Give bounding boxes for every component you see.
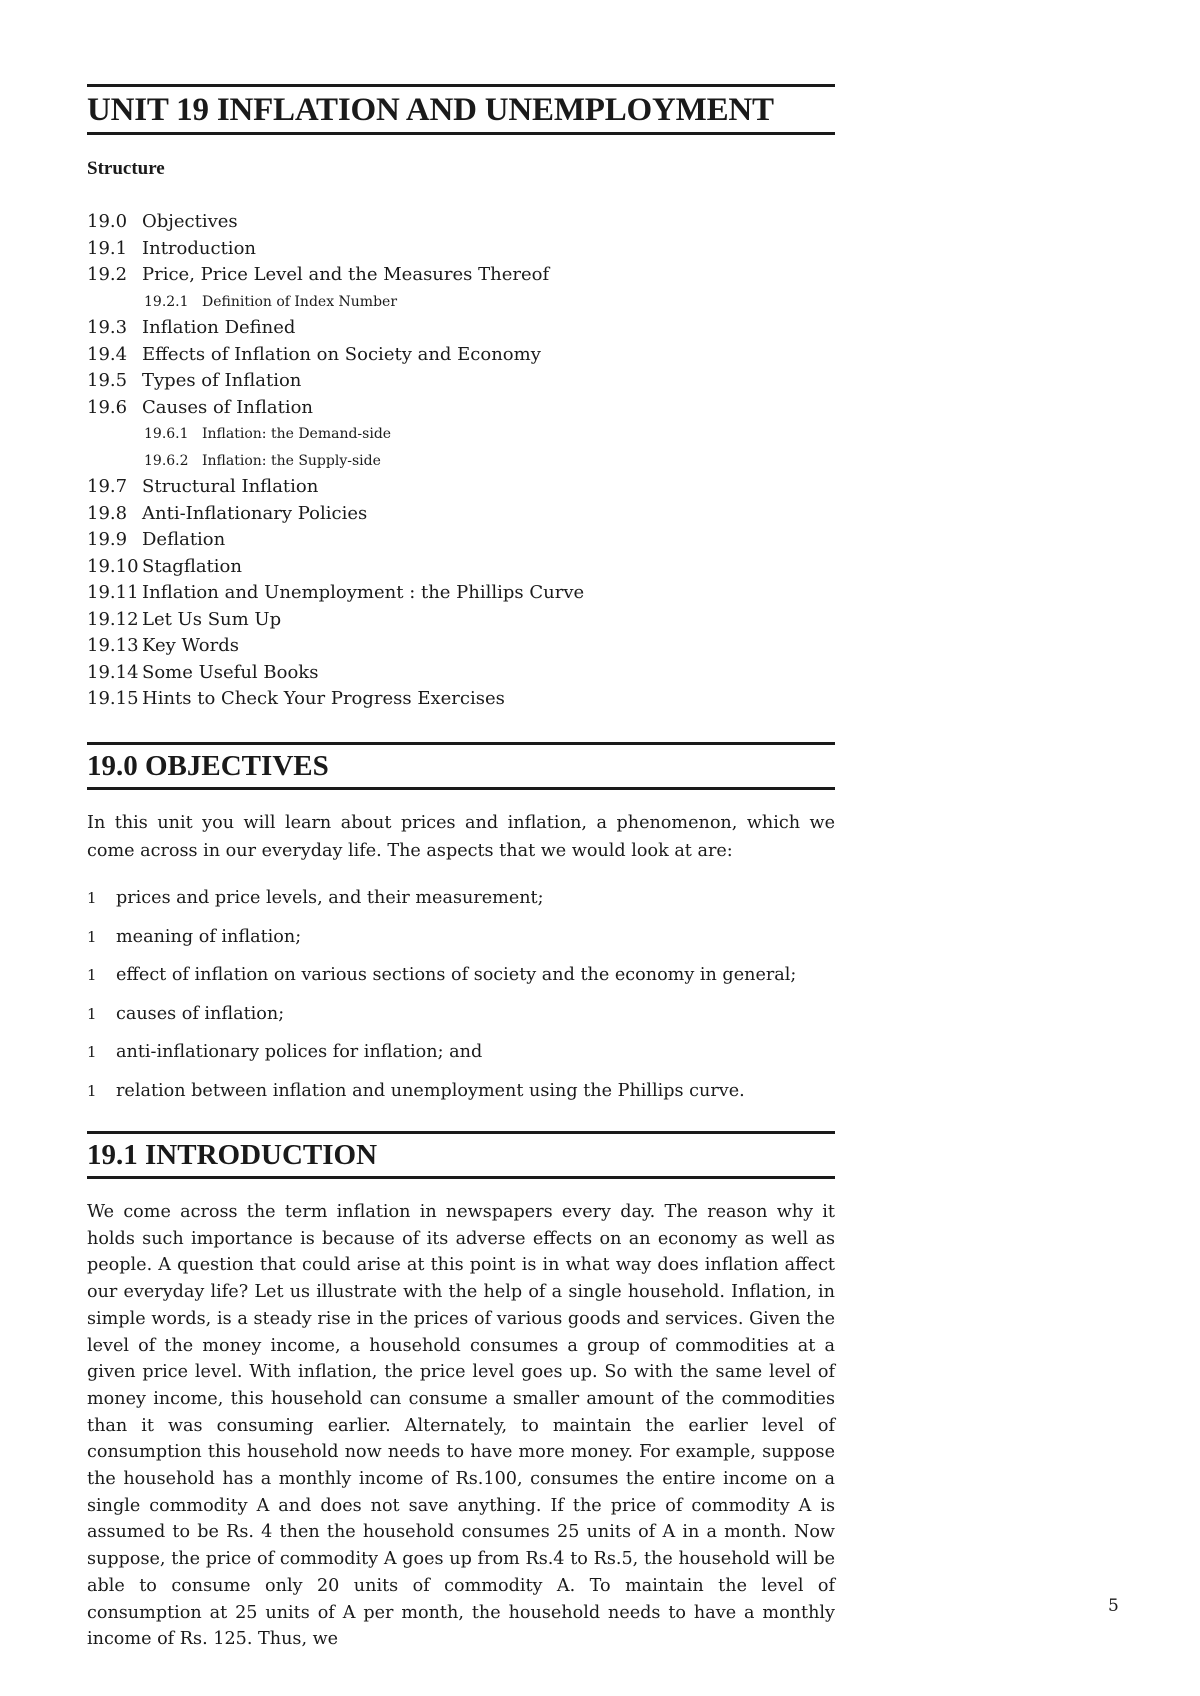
objective-bullet-item [87, 885, 796, 924]
structure-item-label: Hints to Check Your Progress Exercises [142, 688, 505, 709]
structure-item-label: Let Us Sum Up [142, 608, 282, 630]
structure-item-number: 19.6.1 [144, 426, 189, 442]
structure-item [87, 315, 584, 342]
objective-bullet-item [87, 1039, 796, 1078]
bullet-marker: 1 [87, 927, 97, 946]
structure-item-number: 19.13 [87, 635, 139, 656]
structure-item-number: 19.15 [87, 688, 139, 709]
structure-item-number: 19.5 [87, 370, 128, 391]
structure-item-number: 19.8 [87, 502, 128, 524]
objective-bullet-item [87, 1001, 796, 1040]
structure-label: Structure [87, 158, 165, 179]
structure-item [87, 262, 584, 289]
structure-item-number: 19.9 [87, 529, 128, 550]
structure-item [87, 501, 584, 528]
bullet-text: causes of inflation; [116, 1003, 285, 1024]
structure-item [87, 368, 584, 395]
structure-item-number: 19.4 [87, 343, 128, 365]
structure-item-number: 19.2.1 [144, 293, 189, 310]
structure-item [87, 607, 584, 634]
title-bottom-rule [87, 132, 835, 135]
structure-item [87, 236, 584, 263]
introduction-top-rule [87, 1131, 835, 1134]
structure-item-number: 19.6.2 [144, 452, 189, 469]
objective-bullet-item [87, 962, 796, 1001]
structure-item [87, 686, 584, 713]
bullet-marker: 1 [87, 889, 97, 907]
structure-item [87, 395, 584, 422]
structure-item-label: Inflation: the Demand-side [202, 426, 392, 442]
structure-item-label: Types of Inflation [142, 370, 302, 391]
structure-item-label: Some Useful Books [142, 661, 319, 683]
structure-item-number: 19.14 [87, 661, 139, 683]
introduction-paragraph: We come across the term inflation in newspapers every day. The reason why it holds such importance is because of its adverse effects on an economy as well as people. A question that could arise at this point is in what way does inflation affect our everyday life? Let us illustrate with the help of a single household. Inflation, in simple words, is a steady rise in the prices of various goods and services. Given the level of the money income, a household consumes a group of commodities at a given price level. With inflation, the price level goes up. So with the same level of money income, this household can consume a smaller amount of the commodities than it was consuming earlier. Alternately, to maintain the earlier level of consumption this household now needs to have more money. For example, suppose the household has a monthly income of Rs.100, consumes the entire income on a single commodity A and does not save anything. If the price of commodity A is assumed to be Rs. 4 then the household consumes 25 units of A in a month. Now suppose, the price of commodity A goes up from Rs.4 to Rs.5, the household will be able to consume only 20 units of commodity A. To maintain the level of consumption at 25 units of A per month, the household needs to have a monthly income of Rs. 125. Thus, we [87, 1202, 835, 1650]
title-top-rule [87, 84, 835, 87]
structure-item [87, 474, 584, 501]
structure-item [87, 342, 584, 369]
structure-item-number: 19.11 [87, 582, 139, 603]
structure-item-label: Inflation: the Supply-side [202, 452, 381, 469]
structure-item-label: Effects of Inflation on Society and Economy [142, 343, 541, 365]
structure-item [87, 660, 584, 687]
structure-item-label: Inflation Defined [142, 317, 296, 338]
structure-subitem [87, 421, 584, 448]
structure-item-number: 19.2 [87, 264, 128, 285]
structure-item-label: Stagflation [142, 555, 242, 577]
structure-item-label: Causes of Inflation [142, 396, 314, 418]
bullet-text: anti-inflationary polices for inflation; and [116, 1042, 483, 1062]
structure-item-label: Inflation and Unemployment : the Phillips Curve [142, 582, 585, 603]
structure-subitem [87, 448, 584, 475]
objective-bullet-item [87, 1078, 796, 1117]
structure-item-label: Anti-Inflationary Policies [142, 502, 368, 524]
introduction-heading: 19.1 INTRODUCTION [87, 1139, 378, 1171]
structure-item [87, 633, 584, 660]
structure-item-number: 19.7 [87, 476, 128, 497]
bullet-text: meaning of inflation; [116, 926, 302, 947]
structure-item-number: 19.6 [87, 396, 128, 418]
structure-item-number: 19.12 [87, 608, 139, 630]
structure-item-number: 19.1 [87, 237, 128, 259]
objectives-bottom-rule [87, 787, 835, 790]
structure-item [87, 209, 584, 236]
objectives-bullet-list [87, 885, 796, 1116]
structure-item [87, 580, 584, 607]
structure-item-number: 19.10 [87, 555, 139, 577]
objectives-heading: 19.0 OBJECTIVES [87, 750, 329, 782]
structure-item-label: Deflation [142, 529, 226, 550]
structure-item-label: Introduction [142, 237, 256, 259]
bullet-marker: 1 [87, 966, 97, 984]
bullet-text: effect of inflation on various sections of society and the economy in general; [116, 965, 797, 985]
structure-item [87, 554, 584, 581]
bullet-marker: 1 [87, 1043, 97, 1061]
structure-item-label: Objectives [142, 211, 238, 232]
structure-subitem [87, 289, 584, 316]
structure-item-number: 19.0 [87, 211, 128, 232]
structure-item-label: Structural Inflation [142, 476, 319, 497]
bullet-text: prices and price levels, and their measurement; [116, 888, 544, 908]
objectives-top-rule [87, 742, 835, 745]
bullet-text: relation between inflation and unemployment using the Phillips curve. [116, 1080, 745, 1101]
bullet-marker: 1 [87, 1004, 97, 1023]
structure-item-label: Definition of Index Number [202, 293, 398, 310]
unit-title: UNIT 19 INFLATION AND UNEMPLOYMENT [87, 92, 774, 128]
page-number: 5 [1108, 1596, 1119, 1616]
bullet-marker: 1 [87, 1081, 97, 1100]
introduction-bottom-rule [87, 1176, 835, 1179]
structure-item-label: Price, Price Level and the Measures Thereof [142, 264, 550, 285]
objectives-intro: In this unit you will learn about prices and inflation, a phenomenon, which we come across in our everyday life. The aspects that we would look at are: [87, 813, 835, 861]
objective-bullet-item [87, 924, 796, 963]
structure-item-number: 19.3 [87, 317, 128, 338]
structure-item [87, 527, 584, 554]
structure-item-label: Key Words [142, 635, 239, 656]
structure-list [87, 209, 584, 713]
